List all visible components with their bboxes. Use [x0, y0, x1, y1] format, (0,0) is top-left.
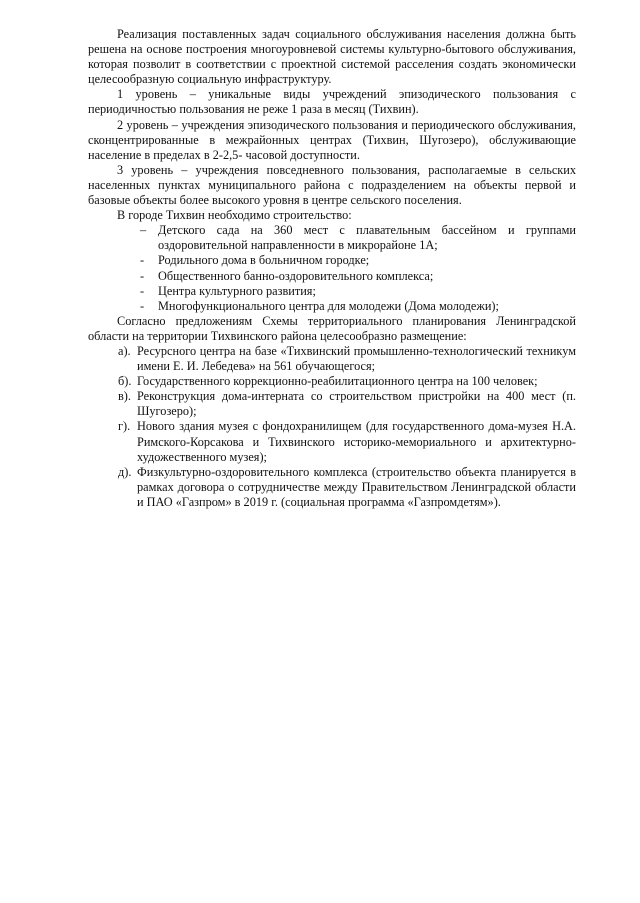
- list-item: [140, 223, 576, 253]
- list-item: [118, 344, 576, 374]
- list-item-text: Общественного банно-оздоровительного комплекса;: [158, 268, 434, 283]
- list-marker: г).: [118, 419, 131, 434]
- list-item: [140, 269, 576, 284]
- list-marker: -: [140, 283, 145, 298]
- tikhvin-intro-paragraph: В городе Тихвин необходимо строительство:: [117, 208, 352, 223]
- list-marker: а).: [118, 343, 131, 358]
- list-marker: -: [140, 268, 145, 283]
- list-marker: д).: [118, 464, 132, 479]
- level-2-paragraph: 2 уровень – учреждения эпизодического пользования и периодического обслуживания, сконцентрированные в межрайонных центрах (Тихвин, Шугозеро), обслуживающие население в пределах в 2-2,5- часовой доступности.: [88, 117, 576, 162]
- list-item-text: Многофункционального центра для молодежи (Дома молодежи);: [158, 298, 499, 313]
- list-item: [118, 465, 576, 510]
- list-marker: –: [140, 223, 147, 238]
- list-marker: -: [140, 253, 145, 268]
- list-item-text: Центра культурного развития;: [158, 283, 316, 298]
- list-item-text: Детского сада на 360 мест с плавательным бассейном и группами оздоровительной направленности в микрорайоне 1А;: [158, 223, 576, 253]
- level-1-paragraph: 1 уровень – уникальные виды учреждений эпизодического пользования с периодичностью пользования не реже 1 раза в месяц (Тихвин).: [88, 87, 576, 117]
- tikhvin-construction-list: [88, 223, 576, 314]
- list-item: [118, 389, 576, 419]
- intro-paragraph: Реализация поставленных задач социального обслуживания населения должна быть решена на основе построения многоуровневой системы культурно-бытового обслуживания, которая позволит в соответствии с проектной системой расселения создать экономически целесообразную социальную инфраструктуру.: [88, 27, 576, 87]
- level-3-paragraph: 3 уровень – учреждения повседневного пользования, располагаемые в сельских населенных пунктах муниципального района с подразделением на объекты первой и базовые объекты более высокого уровня в центре сельского поселения.: [88, 162, 576, 208]
- list-item: [118, 419, 576, 464]
- list-marker: в).: [118, 389, 131, 404]
- list-item-text: Нового здания музея с фондохранилищем (для государственного дома-музея Н.А. Римского-Корсакова и Тихвинского историко-мемориального и архитектурно-художественного музея);: [137, 419, 576, 464]
- list-item-text: Реконструкция дома-интерната со строительством пристройки на 400 мест (п. Шугозеро);: [137, 389, 576, 419]
- list-marker: -: [140, 298, 145, 313]
- list-item: [140, 299, 576, 314]
- list-item-text: Физкультурно-оздоровительного комплекса (строительство объекта планируется в рамках договора о сотрудничестве между Правительством Ленинградской области и ПАО «Газпром» в 2019 г. (социальная программа «Газпромдетям»).: [137, 464, 576, 509]
- list-marker: б).: [118, 374, 132, 389]
- list-item-text: Ресурсного центра на базе «Тихвинский промышленно-технологический техникум имени Е. И. Лебедева» на 561 обучающегося;: [137, 343, 576, 374]
- list-item-text: Государственного коррекционно-реабилитационного центра на 100 человек;: [137, 374, 538, 389]
- list-item-text: Родильного дома в больничном городке;: [158, 253, 370, 268]
- scheme-placement-list: [88, 344, 576, 510]
- list-item: [118, 374, 576, 389]
- list-item: [140, 253, 576, 268]
- list-item: [140, 284, 576, 299]
- scheme-intro-paragraph: Согласно предложениям Схемы территориального планирования Ленинградской области на территории Тихвинского района целесообразно размещение:: [88, 313, 576, 343]
